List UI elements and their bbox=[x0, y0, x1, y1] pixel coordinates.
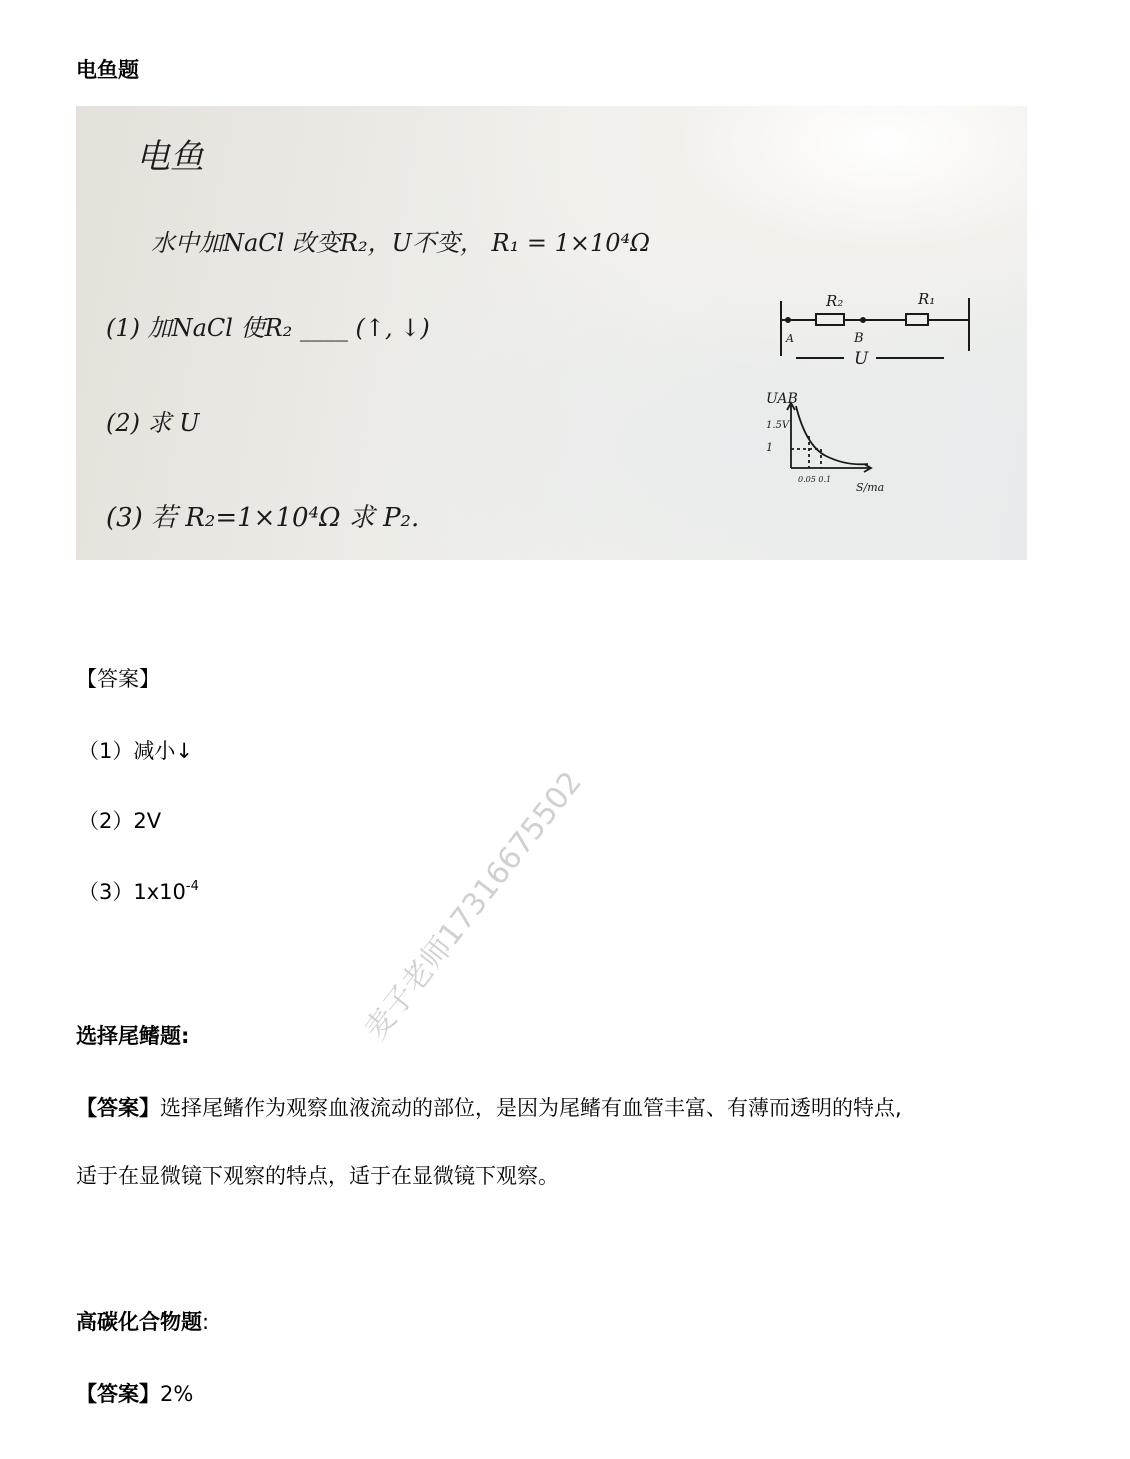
photo-question-2: (2) 求 U bbox=[106, 409, 200, 437]
tail-fin-answer-text-1: 选择尾鳍作为观察血液流动的部位，是因为尾鳍有血管丰富、有薄而透明的特点, bbox=[160, 1096, 902, 1120]
answer-3-exponent: -4 bbox=[185, 879, 199, 894]
handwritten-problem-photo bbox=[76, 106, 1027, 560]
graph-y1: 1.5V bbox=[766, 420, 790, 431]
circuit-label-r2: R₂ bbox=[826, 292, 844, 310]
high-carbon-answer-value: 2% bbox=[160, 1382, 194, 1406]
high-carbon-title: 高碳化合物题 bbox=[76, 1310, 202, 1334]
graph-xlabel: S/ma bbox=[856, 481, 885, 494]
high-carbon-answer-tag: 【答案】 bbox=[76, 1382, 160, 1406]
answer-label: 【答案】 bbox=[76, 667, 160, 691]
photo-question-1: (1) 加NaCl 使R₂ ____ (↑, ↓) bbox=[106, 314, 430, 342]
section-title-electric-fish: 电鱼题 bbox=[76, 58, 139, 82]
answer-2: （2）2V bbox=[78, 809, 162, 833]
tail-fin-answer-line-1 bbox=[76, 1095, 902, 1121]
graph-xticks: 0.05 0.1 bbox=[798, 475, 832, 484]
answer-3-base: （3）1x10 bbox=[78, 880, 186, 904]
tail-fin-answer-line-2: 适于在显微镜下观察的特点，适于在显微镜下观察。 bbox=[76, 1164, 559, 1188]
handwritten-notes bbox=[76, 106, 1027, 560]
tail-fin-answer-tag: 【答案】 bbox=[76, 1096, 160, 1120]
high-carbon-answer bbox=[76, 1381, 193, 1407]
section-title-tail-fin: 选择尾鳍题: bbox=[76, 1024, 190, 1048]
watermark: 麦子老师17316675502 bbox=[358, 765, 589, 1047]
uab-graph bbox=[787, 403, 871, 472]
photo-question-3: (3) 若 R₂=1×10⁴Ω 求 P₂. bbox=[106, 503, 420, 533]
high-carbon-colon: : bbox=[202, 1310, 210, 1334]
circuit-label-r1: R₁ bbox=[918, 290, 936, 308]
circuit-label-u: U bbox=[854, 349, 869, 369]
circuit-diagram bbox=[781, 298, 969, 358]
photo-heading: 电鱼 bbox=[136, 137, 204, 177]
answer-3 bbox=[78, 879, 199, 905]
answer-1: （1）减小↓ bbox=[78, 739, 193, 763]
graph-y2: 1 bbox=[766, 441, 773, 454]
photo-line-1: 水中加NaCl 改变R₂，U不变， R₁ = 1×10⁴Ω bbox=[151, 229, 651, 257]
circuit-label-a: A bbox=[786, 332, 794, 345]
graph-ylabel: UAB bbox=[766, 391, 798, 407]
circuit-label-b: B bbox=[854, 331, 864, 346]
section-title-high-carbon bbox=[76, 1309, 209, 1335]
